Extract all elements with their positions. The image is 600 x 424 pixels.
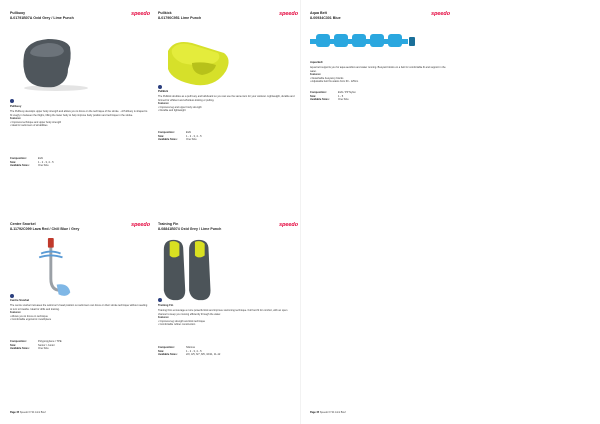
training-fin-image: [158, 236, 298, 306]
spec-row: Size: Senior / Junior: [10, 343, 55, 347]
product-title: Centre Snorkel: [10, 222, 36, 226]
brand-logo: speedo: [279, 222, 298, 228]
product-card-aqua-belt: [310, 11, 450, 102]
product-card-training-fin: [158, 222, 298, 357]
spec-row: Available Sizes: 2/3, 4/5, 6/7, 8/9, 10/11, 11-12: [158, 353, 221, 357]
product-description: The centre snorkel increases the swimmer's head position so swimmers can focus on their stroke technique without needing to turn to breathe. Ideal for drills and training. Features: • Allows you to focus on technique • Comfortable ergonomic mouthpiece: [10, 304, 148, 321]
product-title: Training Fin: [158, 222, 179, 226]
description-heading: Centre Snorkel: [10, 299, 30, 302]
spec-row: Size: 1 - 2 - 3, 4 - 5: [158, 134, 202, 138]
product-card-centre-snorkel: [10, 222, 150, 351]
spec-row: Available Sizes: One Size: [158, 138, 197, 142]
aqua-belt-image: [310, 25, 450, 97]
section-marker-icon: [10, 99, 14, 103]
description-heading: Training Fin: [158, 304, 174, 307]
product-description: The Pullbuoy develops upper body strength and allows you to focus on the technique of the stroke. - A Pullbuoy is shaped to fit snugly in between the thighs, lifting the lower body to help improve body position and technique in the stroke. Features: • Improves technique and upper body strength • Ideal for swimmers of all abilities: [10, 110, 148, 127]
product-description: Aqua belt supports you for aqua aerobics and water running. Buoyant blocks on a belt for comfortable fit and support in the water. Features: • Detachable buoyancy blocks • Adjustable belt fits waists from 60 - 125cm: [310, 66, 446, 83]
product-description: The Pullkick doubles as a pull buoy and kickboard so you can use the same item for your workout. Lightweight, durable and formed for efficient and effortless kicking or pulling. Features: • Improves leg and upper body strength • Durable and lightweight: [158, 95, 295, 112]
product-description: Training Fins encourage a more powerful kick and improve swimming technique. Full foot fit for comfort, with an open channel to keep you moving efficiently through the water. Features: • Improves leg strength and kick technique • Comfortable rubber construction: [158, 309, 288, 326]
brand-logo: speedo: [131, 222, 150, 228]
pullbuoy-image: [10, 25, 150, 97]
product-code: 8-00934C301 Blue: [310, 15, 341, 20]
catalog-page-right: [300, 0, 600, 424]
spec-row: Available Sizes: One Size: [10, 347, 49, 351]
spec-row: Size: 1 - 2 - 3, 4 - 5: [158, 349, 202, 353]
page-footer: Page 45 Speedo FY24 Joint Brief: [10, 411, 46, 414]
product-card-pullbuoy: [10, 11, 150, 168]
section-marker-icon: [10, 294, 14, 298]
page-footer: Page 45 Speedo FY24 Joint Brief: [310, 411, 346, 414]
spec-table: [158, 346, 220, 357]
spec-table: [158, 131, 202, 142]
spec-table: [10, 157, 54, 168]
snorkel-image: [10, 236, 150, 306]
spec-row: Composition: EVA: [10, 157, 43, 160]
product-code: 8-01790C951 Lime Punch: [158, 15, 202, 20]
spec-row: Available Sizes: One Size: [10, 164, 49, 168]
section-marker-icon: [158, 298, 162, 302]
product-code: 8-11792C099 Lava Red / Chill Blue / Grey: [10, 226, 80, 231]
description-heading: Pullkick: [158, 90, 169, 93]
spec-row: Composition: EVA / PP Nylon: [310, 91, 356, 94]
spec-table: [310, 91, 356, 102]
description-heading: Aqua Belt: [310, 61, 323, 64]
spec-row: Available Sizes: One Size: [310, 98, 349, 102]
pullkick-image: [158, 25, 298, 97]
spec-row: Composition: Silicone: [158, 346, 196, 349]
spec-row: Size: 1 - 5: [310, 94, 344, 98]
spec-row: Composition: EVA: [158, 131, 191, 134]
product-card-pullkick: [158, 11, 298, 142]
description-heading: Pullbuoy: [10, 105, 22, 108]
product-title: Pullkick: [158, 11, 172, 15]
brand-logo: speedo: [431, 11, 450, 17]
spec-row: Size: 1 - 2 - 3, 4 - 5: [10, 160, 54, 164]
brand-logo: speedo: [279, 11, 298, 17]
product-title: Pullbuoy: [10, 11, 26, 15]
product-code: 8-08841B074 Oxid Grey / Lime Punch: [158, 226, 222, 231]
brand-logo: speedo: [131, 11, 150, 17]
spec-table: [10, 340, 62, 351]
product-code: 8-01791B07A Oxid Grey / Lime Punch: [10, 15, 74, 20]
product-title: Aqua Belt: [310, 11, 327, 15]
spec-row: Composition: Polypropylene / TPE: [10, 340, 62, 343]
section-marker-icon: [158, 85, 162, 89]
